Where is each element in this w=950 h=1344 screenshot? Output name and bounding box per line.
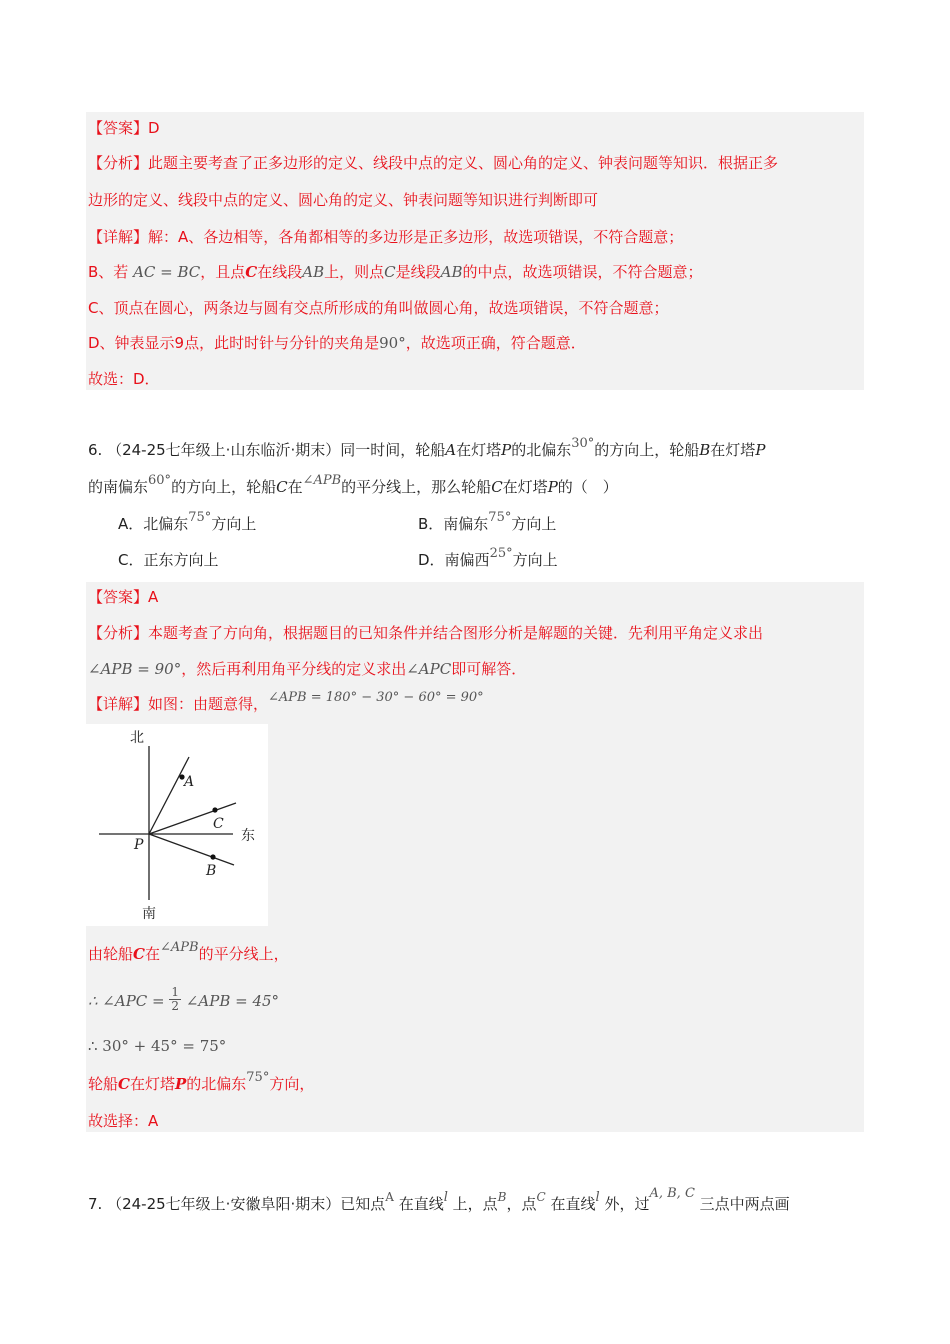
- point-label: C: [276, 478, 288, 496]
- text: 的平分线上，: [198, 945, 289, 963]
- q6-step-3: [88, 1036, 226, 1056]
- answer-label: 【答案】: [88, 119, 149, 137]
- text: 上，则点: [324, 263, 385, 281]
- q5-detail-c: [88, 298, 668, 318]
- math-expr: 75°: [488, 510, 512, 525]
- text: 的南偏东: [88, 478, 149, 496]
- option-text: 方向上: [512, 551, 558, 569]
- p-label: P: [134, 837, 144, 853]
- math-expr: A, B, C: [649, 1186, 695, 1201]
- q6-detail-line: [88, 690, 484, 716]
- math-expr: C: [536, 1190, 546, 1204]
- text: 同一时间，轮船: [340, 441, 446, 459]
- point-label: B: [699, 441, 711, 459]
- text: 外，过: [604, 1195, 650, 1213]
- fraction-denominator: 2: [171, 999, 180, 1013]
- south-label: 南: [142, 906, 156, 922]
- detail-label: 【详解】: [88, 695, 149, 713]
- q6-stem-line-1: [88, 436, 766, 462]
- math-expr: C: [384, 263, 396, 281]
- q5-conclusion: [88, 369, 160, 389]
- point-label: C: [491, 478, 503, 496]
- point-label: P: [547, 478, 558, 496]
- point-b: [210, 854, 215, 859]
- b-label: B: [206, 863, 217, 879]
- math-expr: 90°: [379, 334, 406, 352]
- q6-stem-line-2: [88, 473, 618, 499]
- text: 的（ ）: [557, 478, 618, 496]
- q6-step-2: [88, 982, 279, 1018]
- math-expr: 75°: [246, 1070, 270, 1085]
- detail-label: 【详解】: [88, 228, 149, 246]
- direction-figure: [86, 724, 268, 926]
- point-c: [212, 807, 217, 812]
- math-expr: l: [595, 1190, 600, 1205]
- math-expr: AB: [440, 263, 463, 281]
- question-number: 7.: [88, 1195, 103, 1213]
- q6-conclusion: [88, 1111, 158, 1131]
- detail-text: 解：A、各边相等，各角都相等的多边形是正多边形，故选项错误，不符合题意；: [148, 228, 684, 246]
- math-expr: 60°: [148, 473, 172, 488]
- north-label: 北: [130, 730, 144, 746]
- a-label: A: [184, 774, 195, 790]
- point-label: P: [174, 1075, 187, 1093]
- math-expr: ∴ ∠APC =: [88, 992, 165, 1010]
- option-text: C．正东方向上: [118, 551, 219, 569]
- analysis-text: ，然后再利用角平分线的定义求出: [181, 660, 407, 678]
- q5-answer-block: [86, 112, 864, 390]
- fraction: [169, 986, 181, 1013]
- direction-diagram: [86, 724, 268, 926]
- math-expr: ∠APB: [302, 473, 342, 488]
- text: 在: [144, 945, 160, 963]
- question-source: （24-25七年级上·山东临沂·期末）: [107, 441, 341, 459]
- ray-pb: [149, 834, 234, 865]
- c-label: C: [213, 816, 224, 832]
- analysis-text: 边形的定义、线段中点的定义、圆心角的定义、钟表问题等知识进行判断即可: [88, 191, 599, 209]
- point-label: P: [501, 441, 512, 459]
- answer-value: A: [148, 588, 159, 606]
- text: 在灯塔: [456, 441, 502, 459]
- q6-option-b[interactable]: [418, 510, 557, 536]
- text: 在灯塔: [502, 478, 548, 496]
- text: 轮船: [88, 1075, 119, 1093]
- point-label: C: [245, 263, 258, 281]
- q5-analysis-line-2: [88, 190, 598, 210]
- point-label: P: [755, 441, 766, 459]
- text: 的方向上，轮船: [594, 441, 700, 459]
- question-number: 6.: [88, 441, 103, 459]
- q5-answer-line: [88, 118, 160, 138]
- math-expr: 30°: [571, 436, 595, 451]
- math-expr: l: [443, 1190, 448, 1205]
- text: 方向，: [269, 1075, 315, 1093]
- answer-value: D: [148, 119, 160, 137]
- answer-label: 【答案】: [88, 588, 149, 606]
- q5-analysis-line-1: [88, 153, 778, 173]
- text: 在线段: [257, 263, 303, 281]
- math-expr: A: [385, 1190, 394, 1204]
- option-text: 方向上: [211, 515, 257, 533]
- text: 的北偏东: [511, 441, 572, 459]
- analysis-label: 【分析】: [88, 154, 149, 172]
- q6-option-a[interactable]: [118, 510, 257, 536]
- text: 的北偏东: [186, 1075, 247, 1093]
- conclusion-text: 故选择：A: [88, 1112, 159, 1130]
- fraction-numerator: 1: [171, 985, 180, 999]
- q6-option-d[interactable]: [418, 546, 558, 572]
- q5-detail-d: [88, 333, 586, 353]
- option-text: D．南偏西: [418, 551, 490, 569]
- text: 的方向上，轮船: [171, 478, 277, 496]
- math-expr: AC = BC: [133, 263, 201, 281]
- math-expr: B: [497, 1190, 507, 1204]
- text: ，故选项正确，符合题意．: [405, 334, 586, 352]
- text: ，且点: [200, 263, 246, 281]
- conclusion-text: 故选：D．: [88, 370, 160, 388]
- option-text: 方向上: [511, 515, 557, 533]
- math-expr: ∠APB = 90°: [88, 660, 182, 678]
- text: 在直线: [550, 1195, 596, 1213]
- q6-answer-line: [88, 587, 158, 607]
- detail-text: C、顶点在圆心，两条边与圆有交点所形成的角叫做圆心角，故选项错误，不符合题意；: [88, 299, 669, 317]
- math-expr: ∠APC: [406, 660, 452, 678]
- point-label: C: [133, 945, 145, 963]
- east-label: 东: [241, 828, 255, 844]
- text: 在直线: [398, 1195, 444, 1213]
- text: 的平分线上，那么轮船: [341, 478, 492, 496]
- option-text: B．南偏东: [418, 515, 489, 533]
- analysis-label: 【分析】: [88, 624, 149, 642]
- math-expr: 75°: [188, 510, 212, 525]
- point-label: C: [118, 1075, 130, 1093]
- detail-text: 如图：由题意得，: [148, 695, 269, 713]
- option-text: A．北偏东: [118, 515, 189, 533]
- text: 在灯塔: [710, 441, 756, 459]
- math-expr: 25°: [489, 546, 513, 561]
- q6-step-1: [88, 940, 289, 966]
- q6-analysis-line-2: [88, 659, 526, 679]
- text: 由轮船: [88, 945, 134, 963]
- text: 上，点: [452, 1195, 498, 1213]
- q6-step-4: [88, 1070, 315, 1096]
- text: 的中点，故选项错误，不符合题意；: [462, 263, 703, 281]
- analysis-text: 即可解答．: [451, 660, 527, 678]
- math-expr: ∴ 30° + 45° = 75°: [88, 1037, 227, 1055]
- q6-analysis-line-1: [88, 623, 763, 643]
- text: 在: [287, 478, 303, 496]
- question-source: （24-25七年级上·安徽阜阳·期末）: [107, 1195, 341, 1213]
- math-expr: ∠APB = 45°: [185, 992, 280, 1010]
- analysis-text: 本题考查了方向角，根据题目的已知条件并结合图形分析是解题的关键．先利用平角定义求出: [148, 624, 764, 642]
- math-expr: ∠APB = 180° − 30° − 60° = 90°: [268, 690, 484, 705]
- text: 在灯塔: [129, 1075, 175, 1093]
- text: ，点: [506, 1195, 537, 1213]
- point-label: A: [445, 441, 457, 459]
- math-expr: ∠APB: [159, 940, 199, 955]
- text: 已知点: [340, 1195, 386, 1213]
- q5-detail-a: [88, 227, 683, 247]
- q6-option-c[interactable]: [118, 550, 218, 570]
- q7-stem-line-1: [88, 1186, 790, 1216]
- analysis-text: 此题主要考查了正多边形的定义、线段中点的定义、圆心角的定义、钟表问题等知识．根据正多: [148, 154, 779, 172]
- text: 三点中两点画: [699, 1195, 790, 1213]
- text: 是线段: [395, 263, 441, 281]
- text: B、若: [88, 263, 129, 281]
- q5-detail-b: [88, 262, 703, 282]
- text: D、钟表显示9点，此时时针与分针的夹角是: [88, 334, 380, 352]
- math-expr: AB: [302, 263, 325, 281]
